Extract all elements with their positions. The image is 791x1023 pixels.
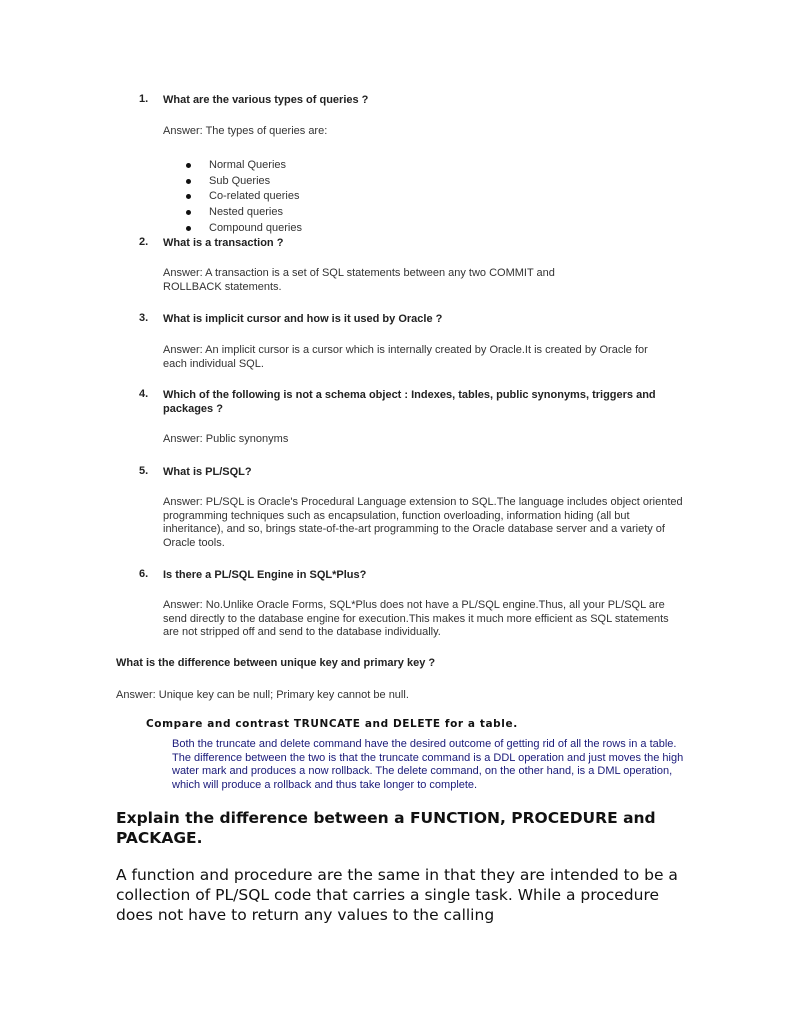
question-6-number: 6.: [139, 568, 149, 580]
bullet-icon: [186, 226, 191, 231]
function-procedure-question: Explain the difference between a FUNCTION, PROCEDURE and PACKAGE.: [116, 809, 656, 847]
unique-key-question: What is the difference between unique key and primary key ?: [116, 657, 436, 669]
unique-key-answer: Answer: Unique key can be null; Primary key cannot be null.: [116, 689, 409, 701]
truncate-answer: Both the truncate and delete command have the desired outcome of getting rid of all the rows in a table. The difference between the two is that the truncate command is a DDL operation and just moves the high water mark and produces a now rollback. The delete command, on the other hand, is a DML operation, which will produce a rollback and thus take longer to complete.: [172, 738, 684, 791]
truncate-question: Compare and contrast TRUNCATE and DELETE for a table.: [146, 718, 518, 730]
answer-1: Answer: The types of queries are:: [163, 125, 328, 137]
answer-3: Answer: An implicit cursor is a cursor which is internally created by Oracle.It is created by Oracle for each individual SQL.: [163, 344, 648, 370]
question-3-number: 3.: [139, 312, 149, 324]
bullet-icon: [186, 194, 191, 199]
list-item: Co-related queries: [186, 189, 302, 205]
question-6-text: Is there a PL/SQL Engine in SQL*Plus?: [163, 569, 367, 581]
answer-2: Answer: A transaction is a set of SQL statements between any two COMMIT and ROLLBACK statements.: [163, 267, 555, 293]
answer-4: Answer: Public synonyms: [163, 433, 289, 445]
question-3-text: What is implicit cursor and how is it used by Oracle ?: [163, 313, 443, 325]
bullet-icon: [186, 179, 191, 184]
list-item: Nested queries: [186, 205, 302, 221]
bullet-icon: [186, 210, 191, 215]
question-4-text: Which of the following is not a schema object : Indexes, tables, public synonyms, triggers and packages ?: [163, 389, 656, 415]
question-5-text: What is PL/SQL?: [163, 466, 252, 478]
bullet-icon: [186, 163, 191, 168]
question-5-number: 5.: [139, 465, 149, 477]
question-1-number: 1.: [139, 93, 149, 105]
question-4-number: 4.: [139, 388, 149, 400]
function-procedure-answer: A function and procedure are the same in that they are intended to be a collection of PL/SQL code that carries a single task. While a procedure does not have to return any values to the calling: [116, 866, 678, 924]
answer-5: Answer: PL/SQL is Oracle's Procedural Language extension to SQL.The language includes object oriented programming techniques such as encapsulation, function overloading, information hiding (all but inheritance), and so, brings state-of-the-art programming to the Oracle database server and a variety of Oracle tools.: [163, 496, 683, 549]
question-2-number: 2.: [139, 236, 149, 248]
list-item: Sub Queries: [186, 174, 302, 190]
question-1-text: What are the various types of queries ?: [163, 94, 369, 106]
answer-6: Answer: No.Unlike Oracle Forms, SQL*Plus does not have a PL/SQL engine.Thus, all your PL/SQL are send directly to the database engine for execution.This makes it much more efficient as SQL statements are not stripped off and send to the database individually.: [163, 599, 669, 639]
question-2-text: What is a transaction ?: [163, 237, 284, 249]
list-item: Normal Queries: [186, 158, 302, 174]
query-types-list: [186, 158, 302, 236]
list-item: Compound queries: [186, 221, 302, 237]
